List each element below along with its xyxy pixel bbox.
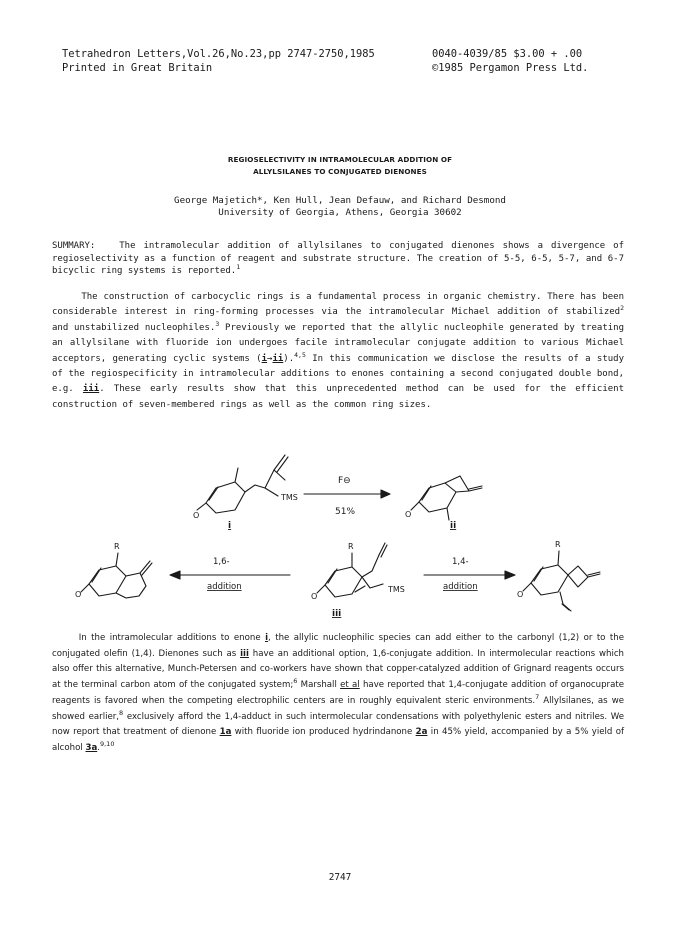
carbonyl-o: O [405, 510, 412, 519]
compound-ref: 2a [415, 727, 428, 738]
ref-marker: 2 [620, 304, 624, 313]
carbonyl-o: O [193, 511, 200, 520]
reaction-arrow-top [304, 490, 390, 498]
bicyclic-6-7-product [81, 553, 152, 598]
text-run: Allylsilanes, as we showed earlier, [52, 695, 625, 722]
arrow-1-4-addition [424, 571, 515, 579]
summary-text: The intramolecular addition of allylsilanes to conjugated dienones shows a divergence of regioselectivity as a function of reagent and substrate structure. The creation of 5-5, 6-5, 5-7, and 6-7 bicyclic ring systems is reported. [52, 241, 624, 277]
compound-ii-structure [411, 476, 482, 520]
text-run: . [97, 742, 100, 753]
text-run: Previously we reported that the allylic nucleophile generated by treating an allylsilane with fluoride ion undergoes facile intramolecular conjugate addition to various Michael acceptors, generating cyclic systems ( [52, 322, 624, 364]
compound-ref: i [261, 353, 268, 364]
reagent-fluoride: F⊖ [338, 476, 351, 486]
affiliation: University of Georgia, Athens, Georgia 30602 [218, 207, 462, 218]
substituent-r: R [114, 542, 120, 551]
text-run: with fluoride ion produced hydrindanone [231, 727, 416, 738]
label-addition: addition [443, 582, 478, 592]
article-code: 0040-4039/85 $3.00 + .00 [432, 48, 583, 60]
ref-marker: 4,5 [294, 350, 306, 359]
reaction-yield: 51% [335, 507, 356, 517]
compound-ref: i [265, 633, 269, 643]
printed-in: Printed in Great Britain [62, 62, 213, 74]
substituent-r: R [555, 540, 561, 549]
text-run: have an additional option, 1,6-conjugate addition. In intermolecular reactions which also offer this alternative, Munch-Petersen and co-workers have shown that copper-catalyzed addition of Grignard reagents occurs at the terminal carbon atom of the conjugated system; [52, 648, 625, 691]
text-run: Marshall [297, 680, 341, 691]
label-1-6: 1,6- [213, 557, 230, 567]
label-1-4: 1,4- [452, 557, 469, 567]
carbonyl-o: O [517, 590, 524, 599]
label-ii: ii [450, 521, 457, 531]
journal-citation: Tetrahedron Letters,Vol.26,No.23,pp 2747-2750,1985 [62, 48, 375, 60]
compound-ref: iii [240, 648, 249, 659]
author-list: George Majetich*, Ken Hull, Jean Defauw, and Richard Desmond [174, 195, 506, 206]
carbonyl-o: O [311, 592, 318, 601]
carbonyl-o: O [75, 590, 82, 599]
tms-label: TMS [388, 585, 405, 594]
label-addition: addition [207, 582, 242, 592]
text-run: . These early results show that this unprecedented method can be used for the efficient construction of seven-membered rings as well as the common ring sizes. [52, 384, 625, 410]
ref-marker: 3 [215, 319, 220, 328]
ref-marker: 8 [119, 708, 124, 717]
text-run: and unstabilized nucleophiles. [52, 322, 216, 333]
ref-marker: 7 [535, 692, 540, 701]
label-i: i [228, 521, 232, 531]
substituent-r: R [348, 542, 354, 551]
compound-i-structure [197, 455, 288, 513]
text-run: exclusively afford the 1,4-adduct in such intermolecular condensations with polyethylenic esters and nitriles. We now report that treatment of dienone [52, 711, 624, 738]
label-iii: iii [332, 609, 342, 619]
bicyclic-6-5-product [523, 551, 600, 611]
text-run: , the allylic nucleophilic species can add either to the carbonyl (1,2) or to the conjugated olefin (1,4). Dienones such as [52, 633, 625, 659]
compound-ref: iii [82, 384, 100, 395]
summary-ref: 1 [236, 263, 241, 272]
text-run: The construction of carbocyclic rings is a fundamental process in organic chemistry. There has been considerable interest in ring-forming processes via the intramolecular Michael addition of stabilized [52, 292, 624, 318]
et-al: et al [340, 680, 360, 691]
ref-marker: 6 [293, 677, 298, 686]
compound-iii-structure [317, 543, 387, 597]
text-run: have reported that 1,4-conjugate addition of organocuprate reagents is favored when the competing electrophilic centers are in roughly equivalent steric environments. [52, 680, 625, 706]
tms-label: TMS [281, 493, 298, 502]
text-run: In the intramolecular additions to enone [78, 633, 266, 643]
page-number: 2747 [328, 872, 352, 883]
article-title-line1: REGIOSELECTIVITY IN INTRAMOLECULAR ADDITION OF [227, 155, 453, 164]
text-run: in 45% yield, accompanied by a 5% yield of alcohol [52, 727, 624, 753]
ref-marker: 9,10 [99, 739, 115, 748]
reaction-arrow-glyph: → [267, 353, 273, 364]
paragraph-dienones [52, 631, 624, 757]
text-run: ). [283, 353, 295, 364]
compound-ref: 3a [85, 742, 98, 753]
compound-ref: 1a [219, 727, 232, 738]
compound-ref: ii [272, 353, 284, 364]
article-title-line2: ALLYLSILANES TO CONJUGATED DIENONES [253, 167, 427, 176]
summary-label: SUMMARY: [52, 241, 96, 251]
arrow-1-6-addition [170, 571, 290, 579]
copyright: ©1985 Pergamon Press Ltd. [432, 62, 589, 74]
text-run: In this communication we disclose the results of a study of the regiospecificity in intramolecular additions to enones containing a second conjugated double bond, e.g. [52, 353, 624, 395]
